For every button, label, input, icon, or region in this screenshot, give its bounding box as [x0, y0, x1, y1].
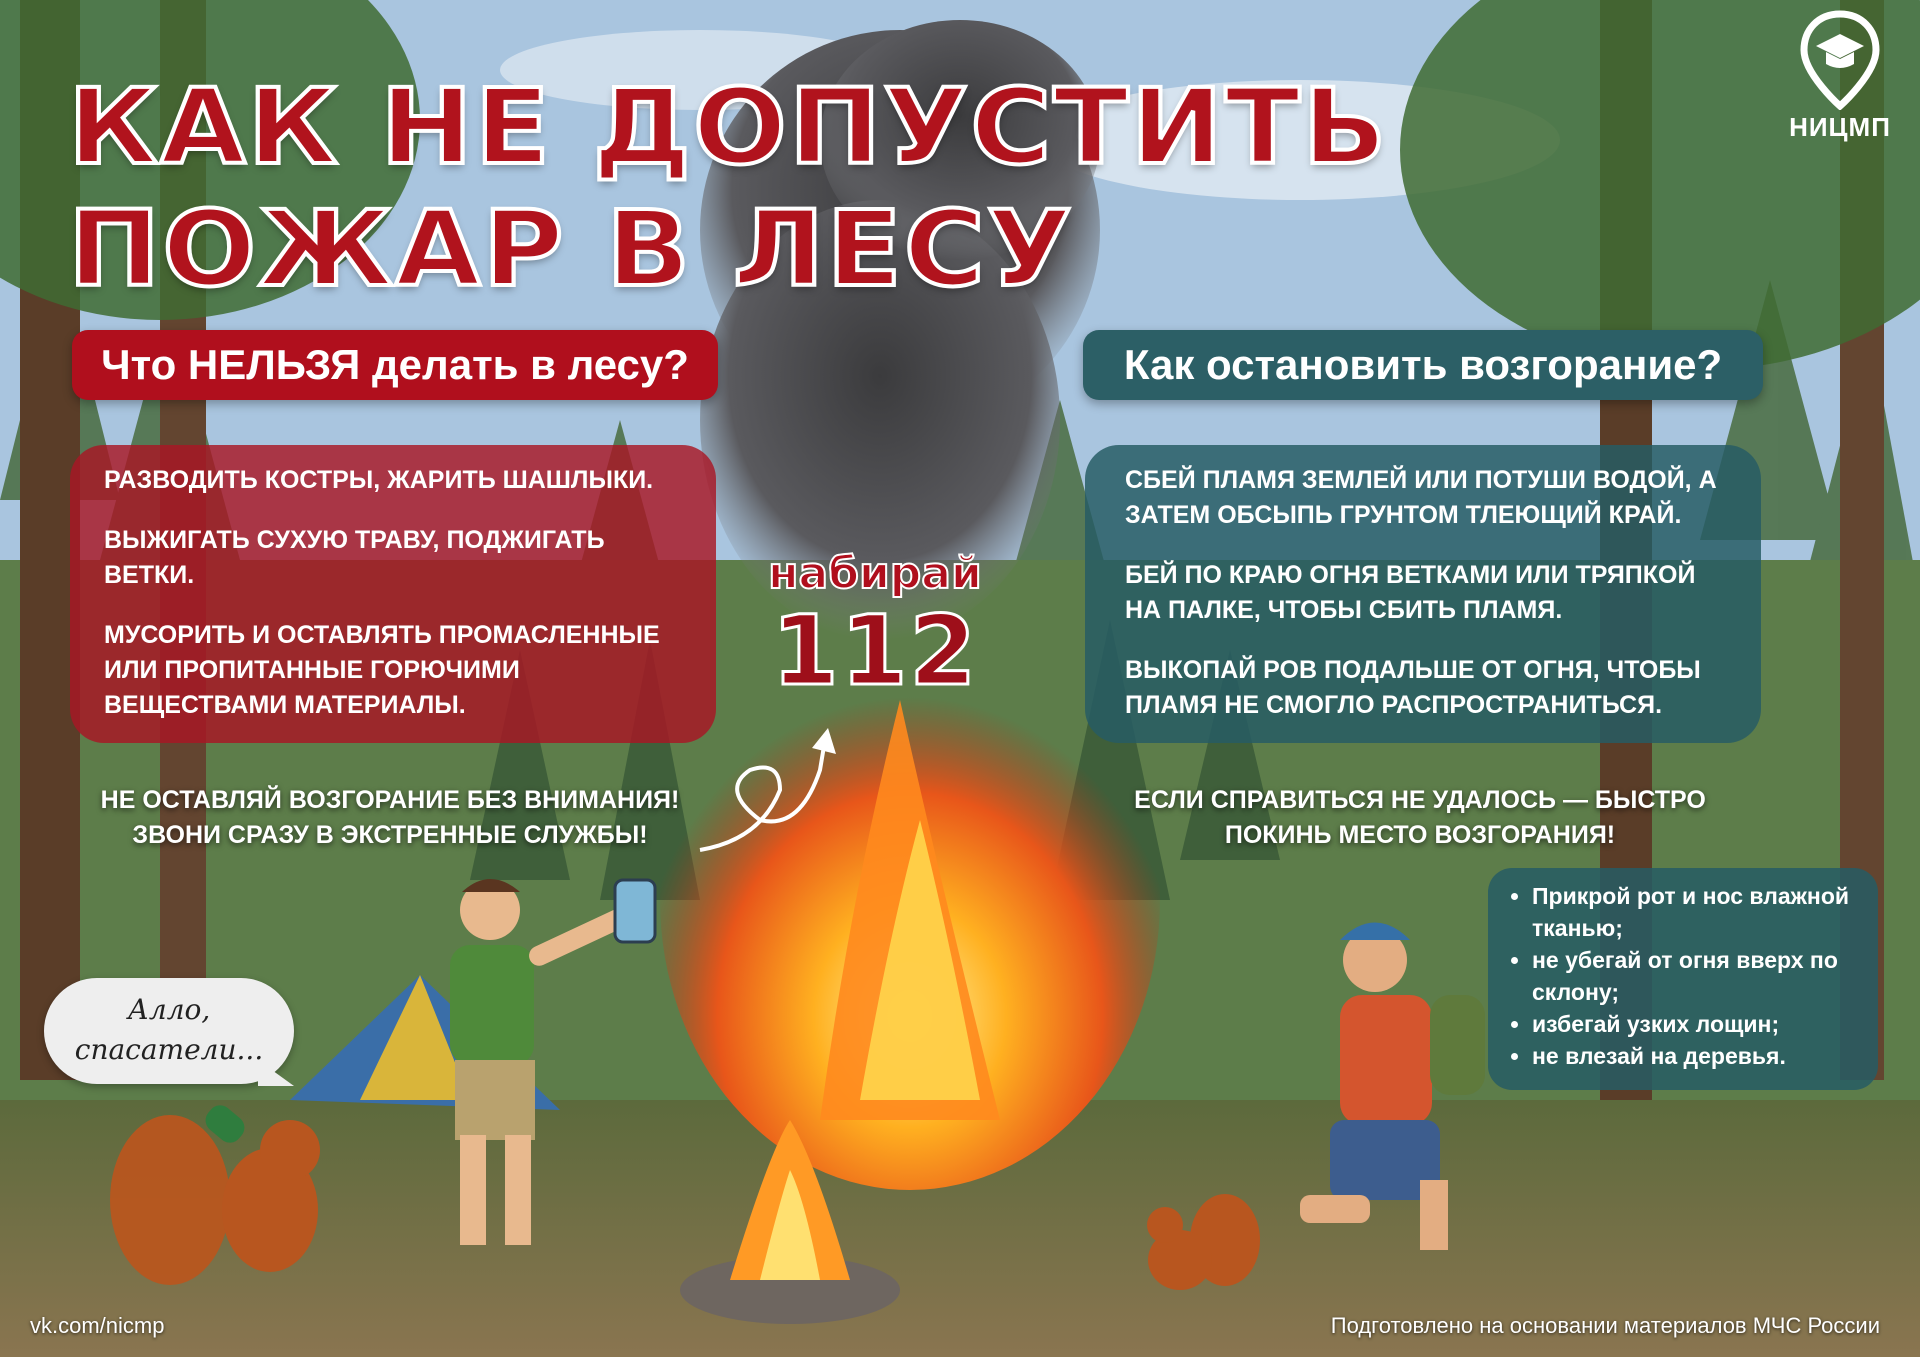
emergency-number: 112	[771, 595, 979, 707]
escape-tips-box	[1488, 868, 1878, 1090]
speech-bubble	[44, 978, 294, 1084]
frightened-hiker-figure	[1300, 923, 1485, 1251]
forbidden-item: МУСОРИТЬ И ОСТАВЛЯТЬ ПРОМАСЛЕННЫЕ ИЛИ ПРОПИТАННЫЕ ГОРЮЧИМИ ВЕЩЕСТВАМИ МАТЕРИАЛЫ.	[104, 621, 660, 719]
forbidden-actions-panel	[70, 445, 716, 743]
stop-fire-panel	[1085, 445, 1761, 743]
left-callout-line-1: НЕ ОСТАВЛЯЙ ВОЗГОРАНИЕ БЕЗ ВНИМАНИЯ!	[100, 786, 680, 814]
stop-fire-item: СБЕЙ ПЛАМЯ ЗЕМЛЕЙ ИЛИ ПОТУШИ ВОДОЙ, А ЗАТЕМ ОБСЫПЬ ГРУНТОМ ТЛЕЮЩИЙ КРАЙ.	[1125, 466, 1717, 529]
small-squirrel-figure	[1147, 1194, 1260, 1290]
right-callout	[1090, 783, 1750, 853]
stop-fire-item: БЕЙ ПО КРАЮ ОГНЯ ВЕТКАМИ ИЛИ ТРЯПКОЙ НА ПАЛКЕ, ЧТОБЫ СБИТЬ ПЛАМЯ.	[1125, 561, 1696, 624]
list-item: • Прикрой рот и нос влажной тканью;	[1532, 880, 1860, 944]
title-line-2: ПОЖАР В ЛЕСУ	[68, 188, 1075, 310]
logo	[1780, 10, 1900, 140]
title-line-1: КАК НЕ ДОПУСТИТЬ	[68, 66, 1389, 188]
squirrel-with-phone-figure	[110, 1100, 320, 1285]
speech-bubble-line-1: Алло,	[127, 993, 211, 1026]
forbidden-item: РАЗВОДИТЬ КОСТРЫ, ЖАРИТЬ ШАШЛЫКИ.	[104, 466, 654, 494]
list-item: • не убегай от огня вверх по склону;	[1532, 944, 1860, 1008]
forbidden-item: ВЫЖИГАТЬ СУХУЮ ТРАВУ, ПОДЖИГАТЬ ВЕТКИ.	[104, 526, 605, 589]
escape-tips-list	[1510, 880, 1860, 1072]
right-callout-line-1: ЕСЛИ СПРАВИТЬСЯ НЕ УДАЛОСЬ — БЫСТРО	[1134, 786, 1706, 814]
footer-link[interactable]: vk.com/nicmp	[30, 1313, 165, 1338]
speech-bubble-tail	[258, 1060, 294, 1086]
footer-source-note: Подготовлено на основании материалов МЧС России	[1330, 1313, 1880, 1338]
graduation-cap-pin-icon	[1798, 10, 1882, 110]
boy-with-phone-figure	[450, 879, 655, 1245]
page-title	[68, 66, 1389, 310]
list-item: • не влезай на деревья.	[1532, 1040, 1860, 1072]
left-callout-line-2: ЗВОНИ СРАЗУ В ЭКСТРЕННЫЕ СЛУЖБЫ!	[132, 821, 648, 849]
speech-bubble-line-2: спасатели...	[74, 1033, 264, 1066]
dial-label: набирай	[768, 548, 982, 599]
stop-fire-item: ВЫКОПАЙ РОВ ПОДАЛЬШЕ ОТ ОГНЯ, ЧТОБЫ ПЛАМЯ НЕ СМОГЛО РАСПРОСТРАНИТЬСЯ.	[1125, 656, 1701, 719]
right-heading: Как остановить возгорание?	[1083, 330, 1763, 400]
right-callout-line-2: ПОКИНЬ МЕСТО ВОЗГОРАНИЯ!	[1224, 821, 1616, 849]
left-heading: Что НЕЛЬЗЯ делать в лесу?	[72, 330, 718, 400]
swirl-arrow	[700, 740, 825, 850]
left-callout	[70, 783, 710, 853]
logo-text: НИЦМП	[1789, 112, 1891, 142]
list-item: • избегай узких лощин;	[1532, 1008, 1860, 1040]
